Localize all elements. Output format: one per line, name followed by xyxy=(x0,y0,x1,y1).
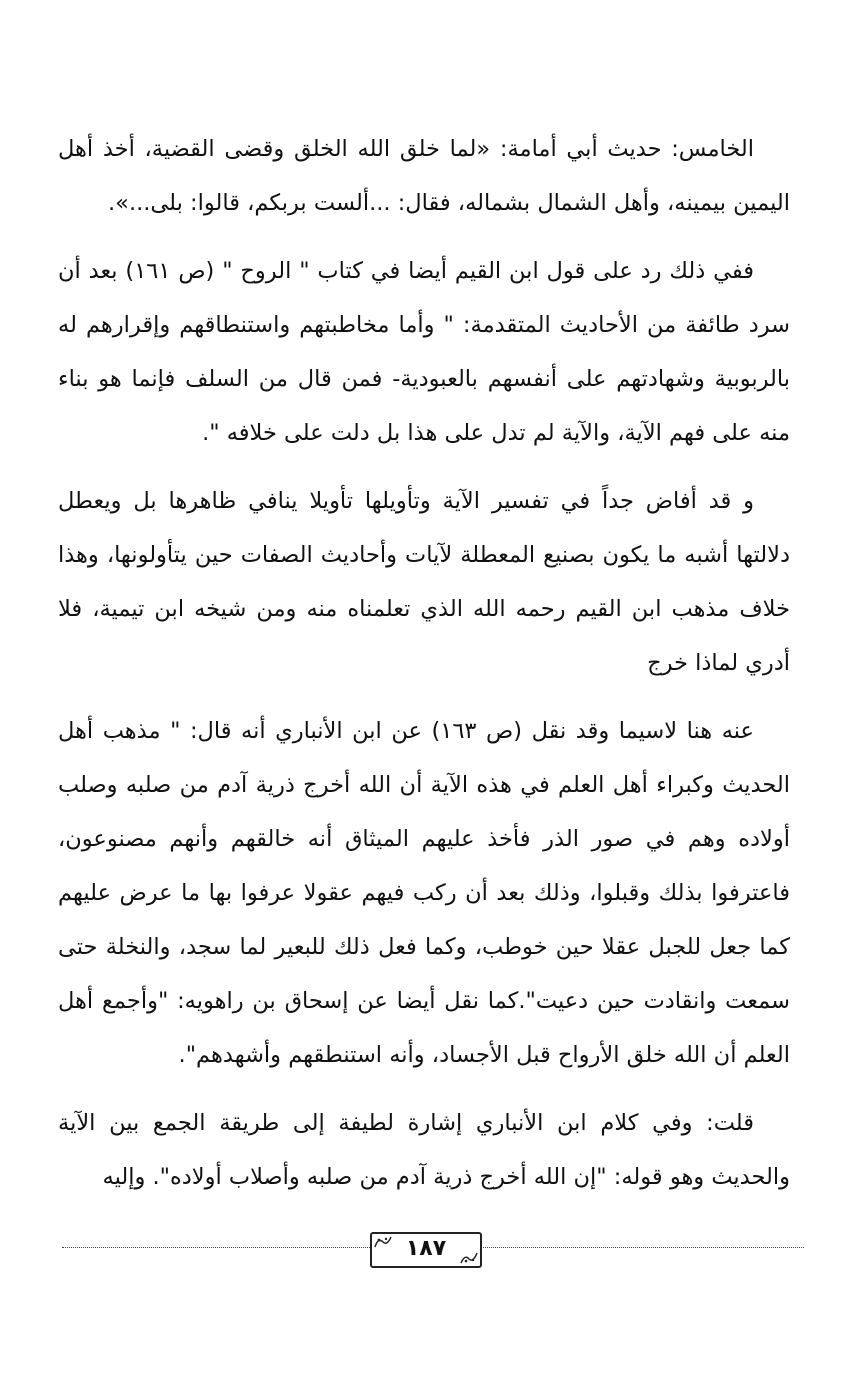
page-number: ١٨٧ xyxy=(405,1236,447,1261)
body-text xyxy=(58,122,790,1204)
paragraph-tawil: و قد أفاض جداً في تفسير الآية وتأويلها تأويلا ينافي ظاهرها بل ويعطل دلالتها أشبه ما يكون بصنيع المعطلة لآيات وأحاديث الصفات حين يتأولونها، وهذا خلاف مذهب ابن القيم رحمه الله الذي تعلمناه منه ومن شيخه ابن تيمية، فلا أدري لماذا خرج xyxy=(58,488,790,676)
paragraph-hadith-abu-umama: الخامس: حديث أبي أمامة: «لما خلق الله الخلق وقضى القضية، أخذ أهل اليمين بيمينه، وأهل الشمال بشماله، فقال: ...ألست بربكم، قالوا: بلى...». xyxy=(58,136,790,216)
paragraph-qultu: قلت: وفي كلام ابن الأنباري إشارة لطيفة إلى طريقة الجمع بين الآية والحديث وهو قوله: "إن الله أخرج ذرية آدم من صلبه وأصلاب أولاده". وإليه xyxy=(58,1110,790,1190)
page-number-frame xyxy=(370,1232,482,1268)
paragraph-ibn-al-anbari: عنه هنا لاسيما وقد نقل (ص ١٦٣) عن ابن الأنباري أنه قال: " مذهب أهل الحديث وكبراء أهل العلم في هذه الآية أن الله أخرج ذرية آدم من صلبه وصلب أولاده وهم في صور الذر فأخذ عليهم الميثاق أنه خالقهم وأنهم مصنوعون، فاعترفوا بذلك وقبلوا، وذلك بعد أن ركب فيهم عقولا عرفوا بها ما عرض عليهم كما جعل للجبل عقلا حين خوطب، وكما فعل ذلك للبعير لما سجد، والنخلة حتى سمعت وانقادت حين دعيت".كما نقل أيضا عن إسحاق بن راهويه: "وأجمع أهل العلم أن الله خلق الأرواح قبل الأجساد، وأنه استنطقهم وأشهدهم". xyxy=(58,718,790,1068)
ornament-icon xyxy=(460,1251,478,1265)
paragraph-ibn-qayyim-ruh: ففي ذلك رد على قول ابن القيم أيضا في كتاب " الروح " (ص ١٦١) بعد أن سرد طائفة من الأحاديث المتقدمة: " وأما مخاطبتهم واستنطاقهم وإقرارهم له بالربوبية وشهادتهم على أنفسهم بالعبودية- فمن قال من السلف فإنما هو بناء منه على فهم الآية، والآية لم تدل على هذا بل دلت على خلافه ". xyxy=(58,258,790,446)
